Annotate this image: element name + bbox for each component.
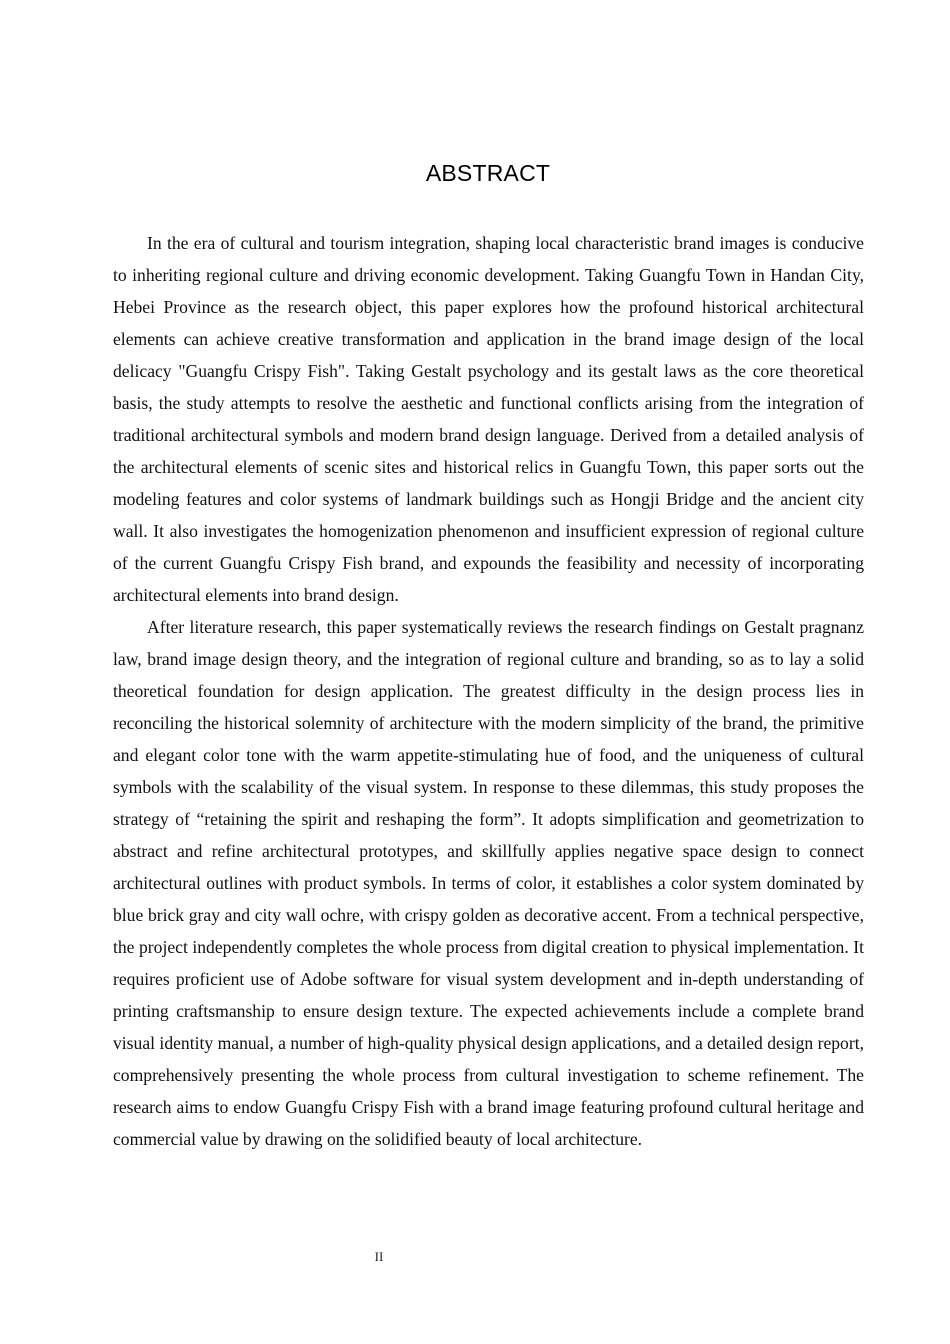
abstract-paragraph-1: In the era of cultural and tourism integration, shaping local characteristic brand images is conducive to inheriting regional culture and driving economic development. Taking Guangfu Town in Handan City, Hebei Province as the research object, this paper explores how the profound historical architectural elements can achieve creative transformation and application in the brand image design of the local delicacy "Guangfu Crispy Fish". Taking Gestalt psychology and its gestalt laws as the core theoretical basis, the study attempts to resolve the aesthetic and functional conflicts arising from the integration of traditional architectural symbols and modern brand design language. Derived from a detailed analysis of the architectural elements of scenic sites and historical relics in Guangfu Town, this paper sorts out the modeling features and color systems of landmark buildings such as Hongji Bridge and the ancient city wall. It also investigates the homogenization phenomenon and insufficient expression of regional culture of the current Guangfu Crispy Fish brand, and expounds the feasibility and necessity of incorporating architectural elements into brand design.: [113, 233, 864, 605]
page-number: II: [374, 1249, 384, 1264]
abstract-paragraph-2: After literature research, this paper systematically reviews the research findings on Gestalt pragnanz law, brand image design theory, and the integration of regional culture and branding, so as to lay a solid theoretical foundation for design application. The greatest difficulty in the design process lies in reconciling the historical solemnity of architecture with the modern simplicity of the brand, the primitive and elegant color tone with the warm appetite-stimulating hue of food, and the uniqueness of cultural symbols with the scalability of the visual system. In response to these dilemmas, this study proposes the strategy of “retaining the spirit and reshaping the form”. It adopts simplification and geometrization to abstract and refine architectural prototypes, and skillfully applies negative space design to connect architectural outlines with product symbols. In terms of color, it establishes a color system dominated by blue brick gray and city wall ochre, with crispy golden as decorative accent. From a technical perspective, the project independently completes the whole process from digital creation to physical implementation. It requires proficient use of Adobe software for visual system development and in-depth understanding of printing craftsmanship to ensure design texture. The expected achievements include a complete brand visual identity manual, a number of high-quality physical design applications, and a detailed design report, comprehensively presenting the whole process from cultural investigation to scheme refinement. The research aims to endow Guangfu Crispy Fish with a brand image featuring profound cultural heritage and commercial value by drawing on the solidified beauty of local architecture.: [113, 617, 864, 1149]
abstract-body: [113, 227, 864, 1155]
page-title: ABSTRACT: [425, 160, 551, 186]
